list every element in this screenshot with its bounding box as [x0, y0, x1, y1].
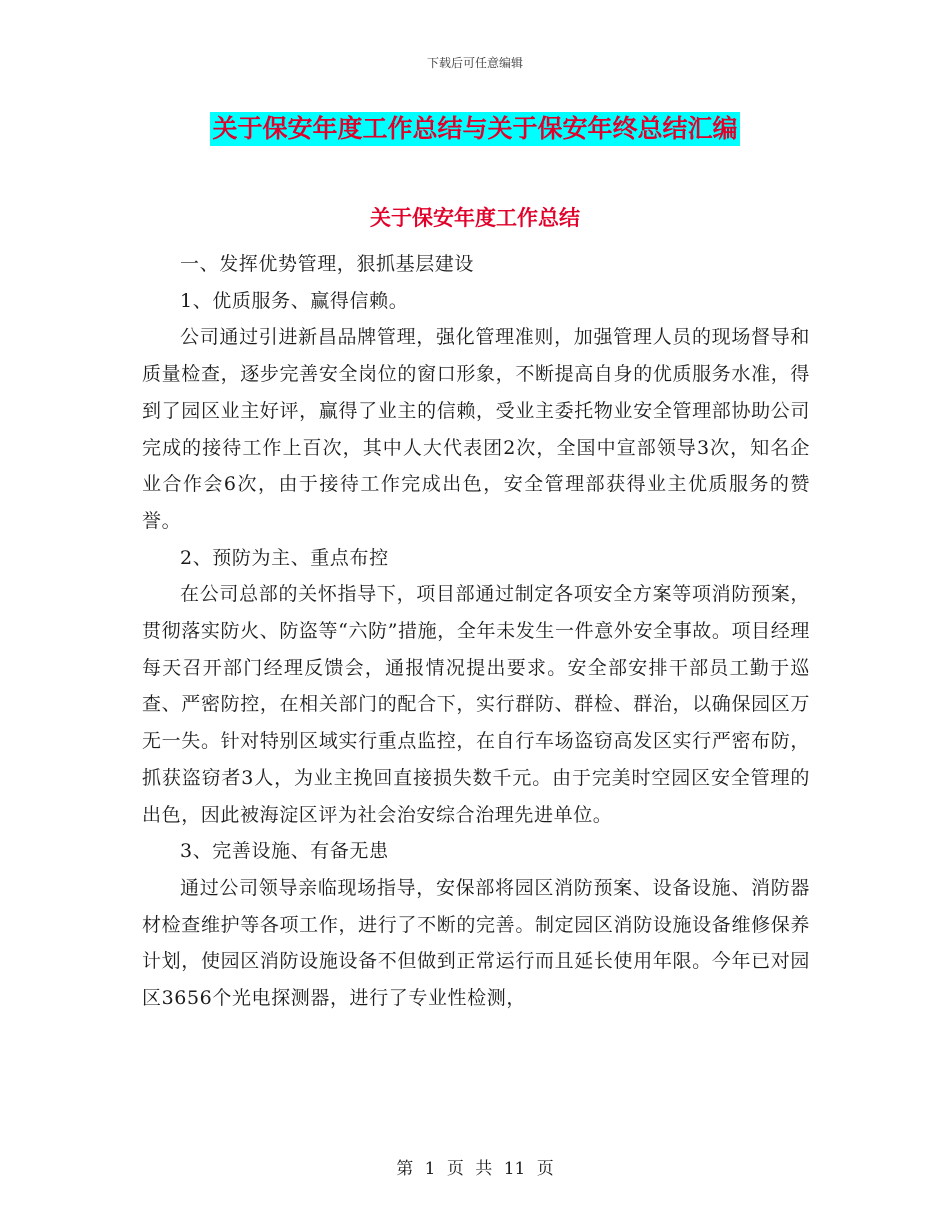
page-number-footer: 第 1 页 共 11 页: [396, 1159, 554, 1179]
body-paragraph: 公司通过引进新昌品牌管理，强化管理准则，加强管理人员的现场督导和质量检查，逐步完善安全岗位的窗口形象，不断提高自身的优质服务水准，得到了园区业主好评，赢得了业主的信赖，受业主委托物业安全管理部协助公司完成的接待工作上百次，其中人大代表团2次，全国中宣部领导3次，知名企业合作会6次，由于接待工作完成出色，安全管理部获得业主优质服务的赞誉。: [142, 326, 810, 532]
main-title-wrap: [0, 112, 950, 146]
body-paragraph: 通过公司领导亲临现场指导，安保部将园区消防预案、设备设施、消防器材检查维护等各项工作，进行了不断的完善。制定园区消防设施设备维修保养计划，使园区消防设施设备不但做到正常运行而且延长使用年限。今年已对园区3656个光电探测器，进行了专业性检测，: [142, 876, 810, 1010]
heading-one: 一、发挥优势管理，狠抓基层建设: [180, 253, 475, 275]
document-main-title: 关于保安年度工作总结与关于保安年终总结汇编: [210, 112, 739, 146]
body-paragraph: 在公司总部的关怀指导下，项目部通过制定各项安全方案等项消防预案，贯彻落实防火、防盗等“六防”措施，全年未发生一件意外安全事故。项目经理每天召开部门经理反馈会，通报情况提出要求。安全部安排干部员工勤于巡查、严密防控，在相关部门的配合下，实行群防、群检、群治，以确保园区万无一失。针对特别区域实行重点监控，在自行车场盗窃高发区实行严密布防，抓获盗窃者3人，为业主挽回直接损失数千元。由于完美时空园区安全管理的出色，因此被海淀区评为社会治安综合治理先进单位。: [142, 583, 810, 826]
subheading-1: 1、优质服务、赢得信赖。: [180, 289, 409, 312]
section-title: 关于保安年度工作总结: [370, 206, 580, 230]
document-body: [142, 246, 810, 1017]
subheading-3: 3、完善设施、有备无患: [180, 840, 389, 863]
header-note: 下载后可任意编辑: [426, 56, 523, 70]
subheading-2: 2、预防为主、重点布控: [180, 546, 389, 569]
